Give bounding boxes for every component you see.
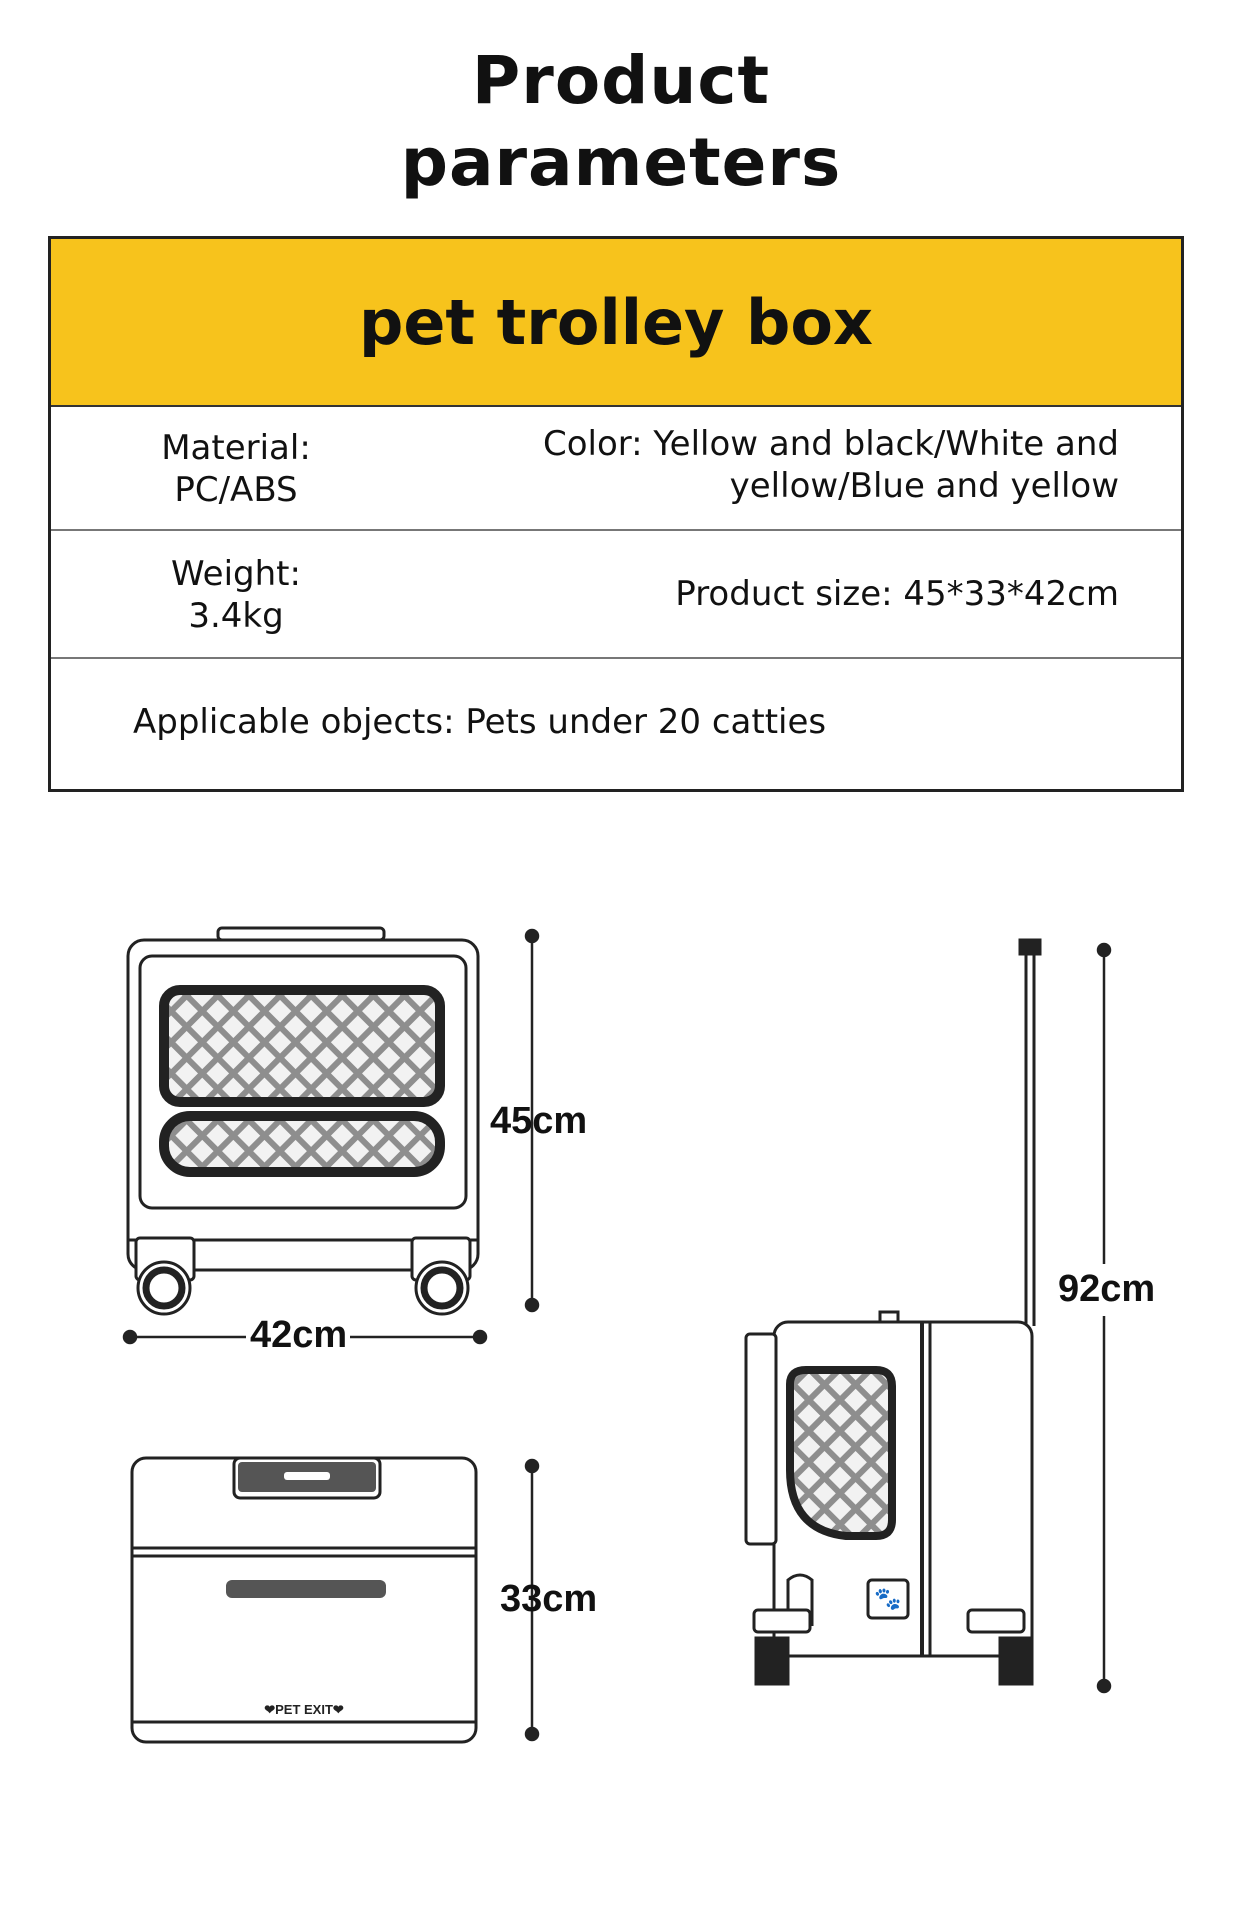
material-value: PC/ABS xyxy=(174,470,298,510)
side-view-drawing xyxy=(746,940,1040,1684)
title-line-2: parameters xyxy=(400,124,842,201)
front-width-label: 42cm xyxy=(250,1314,348,1356)
top-depth-label: 33cm xyxy=(500,1578,598,1620)
color-line-2: yellow/Blue and yellow xyxy=(729,466,1119,506)
top-view-drawing xyxy=(132,1458,476,1742)
size-text: Product size: 45*33*42cm xyxy=(675,574,1119,614)
top-handle xyxy=(218,928,384,940)
title-line-1: Product xyxy=(471,42,771,119)
front-view-drawing xyxy=(128,928,478,1314)
front-height-label: 45cm xyxy=(490,1100,588,1142)
material-label: Material: xyxy=(161,428,311,468)
weight-label: Weight: xyxy=(171,554,301,594)
paw-icon: 🐾 xyxy=(874,1587,902,1612)
front-mesh-window-upper xyxy=(164,990,440,1102)
side-mesh-window xyxy=(790,1370,892,1536)
weight-value: 3.4kg xyxy=(188,596,284,636)
top-slot xyxy=(226,1580,386,1598)
side-height-label: 92cm xyxy=(1058,1268,1156,1310)
front-mesh-window-lower xyxy=(164,1116,440,1172)
side-height-dimension-line xyxy=(1098,944,1110,1692)
trolley-handle-grip xyxy=(1020,940,1040,954)
pet-exit-label: ❤PET EXIT❤ xyxy=(264,1702,344,1717)
wheel xyxy=(1000,1638,1032,1684)
table-header: pet trolley box xyxy=(51,239,1181,407)
wheel xyxy=(756,1638,788,1684)
applicable-text: Applicable objects: Pets under 20 catties xyxy=(133,702,827,742)
color-line-1: Color: Yellow and black/White and xyxy=(542,424,1119,464)
